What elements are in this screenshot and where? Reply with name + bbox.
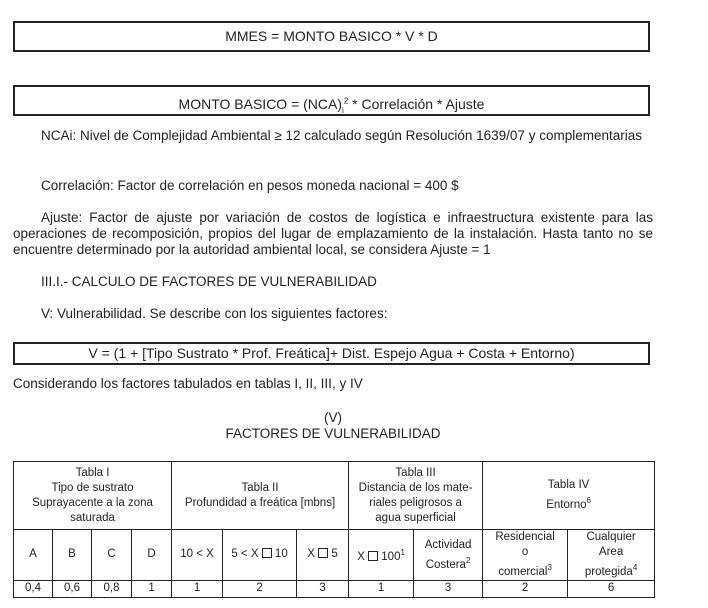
table-values-row bbox=[14, 580, 655, 597]
table-subheader-row bbox=[14, 530, 655, 581]
entorno-1: Residencial o comercial$^3$ bbox=[483, 530, 568, 581]
tabla-i-header: Tabla I Tipo de sustrato Suprayacente a la zona saturada bbox=[14, 462, 172, 530]
profundidad-2: 5 < X 10 bbox=[223, 530, 297, 581]
table-cell: 1 bbox=[349, 580, 414, 597]
table-cell: 0,6 bbox=[53, 580, 92, 597]
profundidad-3: X 5 bbox=[297, 530, 349, 581]
table-cell: 1 bbox=[132, 580, 172, 597]
tabla-iv-header: Tabla IV Entorno$^6$ bbox=[483, 462, 655, 530]
v-formula: V = (1 + [Tipo Sustrato * Prof. Freática]+ Dist. Espejo Agua + Costa + Entorno) bbox=[88, 345, 575, 361]
ajuste-paragraph: Ajuste: Factor de ajuste por variación de costos de logística e infraestructura existente para las operaciones de recomposición, propios del lugar de emplazamiento de la instalación. Hasta tanto no se encuentre determinado por la autoridad ambiental local, se considera Ajuste = 1 bbox=[13, 210, 653, 257]
monto-basico-formula: MONTO BASICO = $(NCA)_i^2$ * Correlación * Ajuste bbox=[178, 95, 485, 115]
correlacion-paragraph: Correlación: Factor de correlación en pesos moneda nacional = 400 $ bbox=[41, 178, 459, 193]
distancia-1: X $100^1$ bbox=[349, 530, 414, 581]
sustrato-c: C bbox=[92, 530, 132, 581]
monto-basico-formula-box bbox=[13, 85, 650, 116]
missing-glyph-icon bbox=[368, 551, 378, 561]
distancia-2: Actividad Costera$^2$ bbox=[414, 530, 483, 581]
v-description: V: Vulnerabilidad. Se describe con los siguientes factores: bbox=[41, 306, 388, 321]
entorno-2: Cualquier Area protegida$^4$ bbox=[568, 530, 655, 581]
mmes-formula: MMES = MONTO BASICO * V * D bbox=[225, 28, 438, 44]
missing-glyph-icon bbox=[318, 548, 328, 558]
tabla-ii-header: Tabla II Profundidad a freática [mbns] bbox=[172, 462, 349, 530]
ncai-paragraph: NCAi: Nivel de Complejidad Ambiental ≥ 12 calculado según Resolución 1639/07 y complementarias bbox=[41, 128, 642, 143]
table-cell: 2 bbox=[483, 580, 568, 597]
missing-glyph-icon bbox=[262, 548, 272, 558]
table-cell: 2 bbox=[223, 580, 297, 597]
sustrato-a: A bbox=[14, 530, 53, 581]
sustrato-b: B bbox=[53, 530, 92, 581]
profundidad-1: 10 < X bbox=[172, 530, 223, 581]
table-number: (V) bbox=[324, 410, 342, 425]
table-title: FACTORES DE VULNERABILIDAD bbox=[225, 426, 441, 441]
table-cell: 6 bbox=[568, 580, 655, 597]
table-cell: 0,4 bbox=[14, 580, 53, 597]
vulnerability-table bbox=[13, 461, 655, 598]
v-formula-box bbox=[13, 342, 650, 365]
table-cell: 3 bbox=[297, 580, 349, 597]
sustrato-d: D bbox=[132, 530, 172, 581]
tabla-iii-header: Tabla III Distancia de los mate- riales peligrosos a agua superficial bbox=[349, 462, 483, 530]
mmes-formula-box bbox=[13, 21, 650, 52]
table-header-row bbox=[14, 462, 655, 530]
considerando-paragraph: Considerando los factores tabulados en tablas I, II, III, y IV bbox=[13, 376, 363, 391]
table-cell: 1 bbox=[172, 580, 223, 597]
table-cell: 3 bbox=[414, 580, 483, 597]
table-cell: 0,8 bbox=[92, 580, 132, 597]
section-heading: III.I.- CALCULO DE FACTORES DE VULNERABILIDAD bbox=[41, 274, 377, 289]
